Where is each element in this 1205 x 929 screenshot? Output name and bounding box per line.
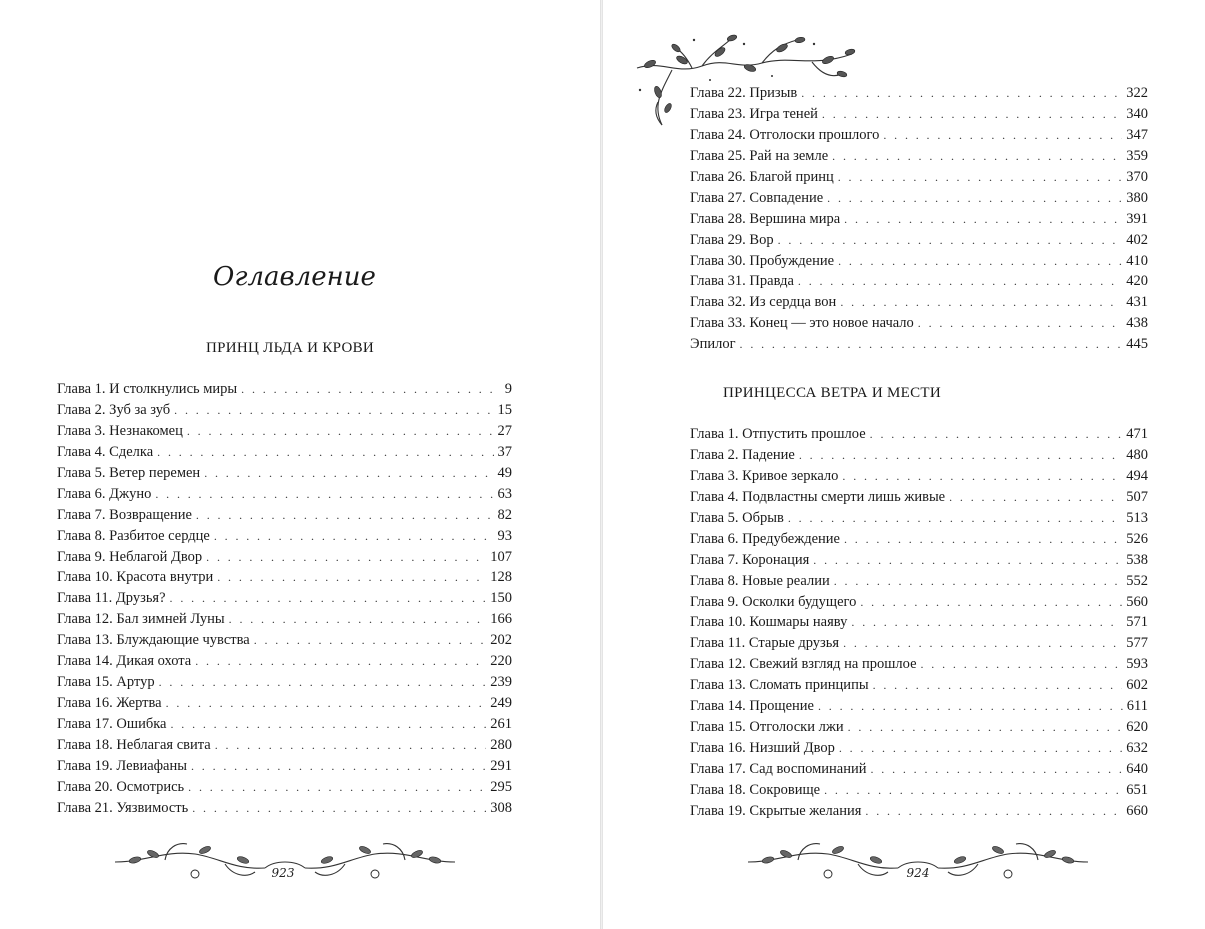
toc-entry — [690, 313, 1148, 334]
dot-leader — [799, 445, 1122, 466]
toc-entry-title: Глава 9. Осколки будущего — [690, 593, 857, 610]
toc-entry — [690, 780, 1148, 801]
toc-entry-page: 359 — [1126, 147, 1148, 164]
toc-entry-title: Глава 12. Бал зимней Луны — [57, 611, 225, 628]
toc-entry-title: Глава 18. Сокровище — [690, 781, 821, 798]
toc-entry — [57, 484, 512, 505]
toc-entry-page: 391 — [1126, 210, 1148, 227]
toc-entry-title: Глава 3. Кривое зеркало — [690, 467, 839, 484]
toc-entry-title: Глава 10. Красота внутри — [57, 569, 214, 586]
toc-entry — [690, 466, 1148, 487]
toc-entry-page: 370 — [1126, 168, 1148, 185]
folio-right: 924 — [906, 866, 930, 880]
dot-leader — [214, 526, 494, 547]
toc-entry — [57, 547, 512, 568]
dot-leader — [155, 484, 493, 505]
toc-entry — [690, 633, 1148, 654]
part-title-left: ПРИНЦ ЛЬДА И КРОВИ — [205, 340, 375, 356]
toc-entry-title: Глава 9. Неблагой Двор — [57, 548, 203, 565]
toc-entry-title: Глава 28. Вершина мира — [690, 210, 841, 227]
toc-entry — [57, 526, 512, 547]
toc-entry — [690, 738, 1148, 759]
dot-leader — [848, 717, 1123, 738]
toc-entry-page: 380 — [1126, 189, 1148, 206]
toc-entry — [57, 777, 512, 798]
toc-entry-page: 49 — [497, 464, 512, 481]
toc-entry-page: 128 — [490, 569, 512, 586]
dot-leader — [870, 759, 1122, 780]
toc-entry-title: Глава 2. Падение — [690, 446, 795, 463]
toc-entry — [57, 421, 512, 442]
toc-entry — [57, 400, 512, 421]
toc-entry-page: 107 — [490, 548, 512, 565]
toc-entry-page: 291 — [490, 757, 512, 774]
toc-entry-page: 526 — [1126, 530, 1148, 547]
dot-leader — [870, 424, 1123, 445]
toc-entry-title: Глава 29. Вор — [690, 231, 774, 248]
toc-entry — [690, 801, 1148, 822]
toc-entry-page: 27 — [497, 422, 512, 439]
dot-leader — [206, 547, 486, 568]
toc-entry — [690, 529, 1148, 550]
dot-leader — [832, 146, 1122, 167]
toc-entry-page: 63 — [497, 485, 512, 502]
toc-entry — [57, 588, 512, 609]
toc-entry-title: Глава 24. Отголоски прошлого — [690, 126, 880, 143]
dot-leader — [918, 313, 1122, 334]
toc-entry — [690, 125, 1148, 146]
toc-entry-page: 239 — [490, 674, 512, 691]
dot-leader — [174, 400, 493, 421]
toc-entry-title: Глава 15. Артур — [57, 674, 155, 691]
dot-leader — [818, 696, 1123, 717]
toc-entry-title: Глава 22. Призыв — [690, 85, 798, 101]
toc-entry — [57, 798, 512, 819]
toc-entry-title: Глава 7. Возвращение — [57, 506, 192, 523]
dot-leader — [801, 83, 1122, 104]
toc-entry-title: Глава 17. Сад воспоминаний — [690, 761, 867, 777]
toc-entry-page: 660 — [1126, 802, 1148, 819]
toc-entry-title: Глава 10. Кошмары наяву — [690, 614, 848, 631]
toc-entry-title: Глава 25. Рай на земле — [690, 147, 829, 164]
toc-entry-title: Глава 18. Неблагая свита — [57, 736, 211, 753]
toc-entry-title: Глава 13. Сломать принципы — [690, 677, 869, 694]
toc-entry-title: Глава 5. Ветер перемен — [57, 464, 201, 481]
toc-entry-page: 445 — [1126, 336, 1148, 353]
toc-entry — [690, 675, 1148, 696]
toc-entry-page: 480 — [1126, 446, 1148, 463]
toc-entry — [57, 735, 512, 756]
dot-leader — [170, 714, 486, 735]
toc-entry-page: 420 — [1126, 273, 1148, 290]
toc-entry-page: 308 — [490, 799, 512, 816]
toc-entry — [690, 424, 1148, 445]
toc-entry-page: 651 — [1126, 781, 1148, 798]
toc-entry-page: 577 — [1126, 635, 1148, 652]
part-title-right: ПРИНЦЕССА ВЕТРА И МЕСТИ — [723, 385, 941, 401]
toc-entry-title: Глава 32. Из сердца вон — [690, 294, 837, 311]
dot-leader — [822, 104, 1122, 125]
toc-entry-page: 593 — [1126, 656, 1148, 673]
toc-entry-page: 438 — [1126, 315, 1148, 332]
toc-entry — [57, 630, 512, 651]
toc-entry — [690, 612, 1148, 633]
toc-list-left — [57, 379, 512, 819]
dot-leader — [229, 609, 487, 630]
toc-entry-page: 249 — [490, 695, 512, 712]
dot-leader — [883, 125, 1122, 146]
toc-entry-title: Глава 26. Благой принц — [690, 168, 834, 185]
toc-entry — [57, 714, 512, 735]
toc-entry-page: 538 — [1126, 551, 1148, 568]
dot-leader — [157, 442, 493, 463]
toc-entry-page: 295 — [490, 778, 512, 795]
toc-entry-title: Глава 4. Подвластны смерти лишь живые — [690, 488, 946, 505]
dot-leader — [217, 567, 486, 588]
toc-entry-page: 261 — [490, 716, 512, 732]
dot-leader — [188, 777, 486, 798]
dot-leader — [843, 633, 1122, 654]
toc-entry-title: Глава 1. И столкнулись миры — [57, 381, 238, 397]
toc-entry-title: Глава 8. Новые реалии — [690, 572, 830, 589]
toc-entry-title: Глава 30. Пробуждение — [690, 252, 835, 269]
toc-entry-title: Глава 4. Сделка — [57, 443, 154, 460]
toc-entry-page: 166 — [490, 611, 512, 628]
toc-entry-title: Глава 11. Старые друзья — [690, 635, 840, 652]
toc-entry — [57, 379, 512, 400]
toc-entry-title: Глава 12. Свежий взгляд на прошлое — [690, 656, 917, 673]
toc-entry-page: 552 — [1126, 572, 1148, 589]
toc-entry-title: Глава 17. Ошибка — [57, 716, 167, 732]
dot-leader — [166, 693, 487, 714]
toc-entry-page: 632 — [1126, 740, 1148, 757]
toc-entry — [690, 717, 1148, 738]
toc-entry — [57, 672, 512, 693]
toc-entry-title: Глава 13. Блуждающие чувства — [57, 632, 250, 649]
dot-leader — [215, 735, 487, 756]
toc-entry-page: 602 — [1126, 677, 1148, 694]
toc-entry — [690, 104, 1148, 125]
toc-entry — [57, 609, 512, 630]
toc-entry-title: Глава 5. Обрыв — [690, 509, 784, 526]
dot-leader — [241, 379, 501, 400]
toc-entry-page: 93 — [497, 527, 512, 544]
toc-entry-page: 560 — [1126, 593, 1148, 610]
toc-entry-title: Глава 15. Отголоски лжи — [690, 719, 844, 736]
toc-entry-page: 150 — [490, 590, 512, 607]
toc-entry-title: Глава 20. Осмотрись — [57, 778, 185, 795]
toc-entry-title: Глава 6. Предубеждение — [690, 530, 840, 547]
toc-entry-title: Глава 19. Левиафаны — [57, 757, 187, 774]
toc-entry-page: 507 — [1126, 488, 1148, 505]
toc-entry-page: 220 — [490, 653, 512, 670]
floral-scroll-ornament-icon — [105, 830, 465, 890]
toc-entry-page: 15 — [497, 401, 512, 418]
dot-leader — [873, 675, 1123, 696]
toc-entry-title: Глава 1. Отпустить прошлое — [690, 426, 866, 442]
toc-entry — [690, 209, 1148, 230]
toc-entry — [57, 505, 512, 526]
toc-entry-title: Глава 7. Коронация — [690, 551, 810, 568]
toc-entry-page: 322 — [1126, 85, 1148, 101]
toc-entry-title: Глава 14. Прощение — [690, 698, 814, 715]
toc-entry — [57, 756, 512, 777]
dot-leader — [254, 630, 487, 651]
dot-leader — [187, 421, 494, 442]
toc-entry-page: 340 — [1126, 105, 1148, 122]
toc-entry-page: 494 — [1126, 467, 1148, 484]
toc-entry — [57, 442, 512, 463]
toc-entry — [690, 571, 1148, 592]
folio-left: 923 — [271, 866, 295, 880]
toc-entry — [690, 696, 1148, 717]
toc-entry-page: 640 — [1126, 761, 1148, 777]
dot-leader — [788, 508, 1122, 529]
toc-entry-page: 202 — [490, 632, 512, 649]
dot-leader — [827, 188, 1122, 209]
toc-entry-title: Глава 16. Низший Двор — [690, 740, 835, 757]
toc-entry — [690, 445, 1148, 466]
toc-entry — [690, 271, 1148, 292]
dot-leader — [844, 529, 1122, 550]
dot-leader — [842, 466, 1122, 487]
dot-leader — [204, 463, 493, 484]
toc-entry-page: 471 — [1126, 426, 1148, 442]
toc-entry-title: Глава 2. Зуб за зуб — [57, 401, 171, 418]
toc-entry-title: Глава 19. Скрытые желания — [690, 802, 862, 819]
toc-entry-title: Глава 31. Правда — [690, 273, 794, 290]
dot-leader — [824, 780, 1122, 801]
toc-entry — [690, 334, 1148, 355]
dot-leader — [778, 230, 1123, 251]
toc-entry-title: Глава 27. Совпадение — [690, 189, 824, 206]
dot-leader — [840, 292, 1122, 313]
toc-entry — [690, 654, 1148, 675]
dot-leader — [195, 651, 486, 672]
toc-entry-page: 347 — [1126, 126, 1148, 143]
dot-leader — [834, 571, 1123, 592]
toc-entry-page: 620 — [1126, 719, 1148, 736]
toc-entry — [57, 463, 512, 484]
toc-entry-page: 82 — [497, 506, 512, 523]
dot-leader — [844, 209, 1122, 230]
toc-entry — [690, 251, 1148, 272]
toc-entry — [690, 759, 1148, 780]
toc-entry — [690, 592, 1148, 613]
toc-list-right-continued — [690, 83, 1148, 355]
toc-entry-page: 402 — [1126, 231, 1148, 248]
toc-entry-page: 611 — [1126, 698, 1148, 715]
toc-entry-page: 9 — [504, 381, 512, 397]
toc-entry — [690, 292, 1148, 313]
toc-entry-title: Глава 16. Жертва — [57, 695, 162, 712]
toc-entry-page: 280 — [490, 736, 512, 753]
dot-leader — [839, 738, 1122, 759]
contents-heading — [205, 245, 375, 305]
toc-entry-page: 37 — [497, 443, 512, 460]
toc-entry — [690, 83, 1148, 104]
toc-entry-title: Глава 8. Разбитое сердце — [57, 527, 210, 544]
dot-leader — [192, 798, 486, 819]
dot-leader — [838, 167, 1123, 188]
toc-entry — [57, 693, 512, 714]
toc-entry-page: 431 — [1126, 294, 1148, 311]
toc-entry — [690, 230, 1148, 251]
toc-entry — [690, 167, 1148, 188]
toc-entry — [57, 651, 512, 672]
toc-entry — [690, 188, 1148, 209]
toc-entry-title: Глава 14. Дикая охота — [57, 653, 192, 670]
floral-scroll-ornament-icon — [738, 830, 1098, 890]
toc-entry-title: Глава 23. Игра теней — [690, 105, 818, 122]
toc-entry-title: Эпилог — [690, 336, 736, 353]
dot-leader — [159, 672, 487, 693]
toc-entry — [690, 146, 1148, 167]
toc-entry-title: Глава 3. Незнакомец — [57, 422, 183, 439]
toc-entry-title: Глава 6. Джуно — [57, 485, 152, 502]
toc-entry-title: Глава 11. Друзья? — [57, 590, 166, 607]
dot-leader — [740, 334, 1123, 355]
toc-entry-page: 410 — [1126, 252, 1148, 269]
toc-entry-page: 571 — [1126, 614, 1148, 631]
toc-list-right — [690, 424, 1148, 822]
dot-leader — [921, 654, 1123, 675]
toc-entry — [690, 487, 1148, 508]
dot-leader — [813, 550, 1122, 571]
contents-heading-text: Оглавление — [213, 262, 375, 292]
toc-entry — [690, 550, 1148, 571]
dot-leader — [851, 612, 1122, 633]
dot-leader — [798, 271, 1122, 292]
toc-entry-page: 513 — [1126, 509, 1148, 526]
dot-leader — [838, 251, 1122, 272]
dot-leader — [860, 592, 1122, 613]
dot-leader — [170, 588, 487, 609]
dot-leader — [191, 756, 486, 777]
dot-leader — [865, 801, 1122, 822]
toc-entry-title: Глава 21. Уязвимость — [57, 799, 189, 816]
dot-leader — [196, 505, 494, 526]
toc-entry — [690, 508, 1148, 529]
dot-leader — [949, 487, 1122, 508]
toc-entry-title: Глава 33. Конец — это новое начало — [690, 315, 914, 332]
toc-entry — [57, 567, 512, 588]
